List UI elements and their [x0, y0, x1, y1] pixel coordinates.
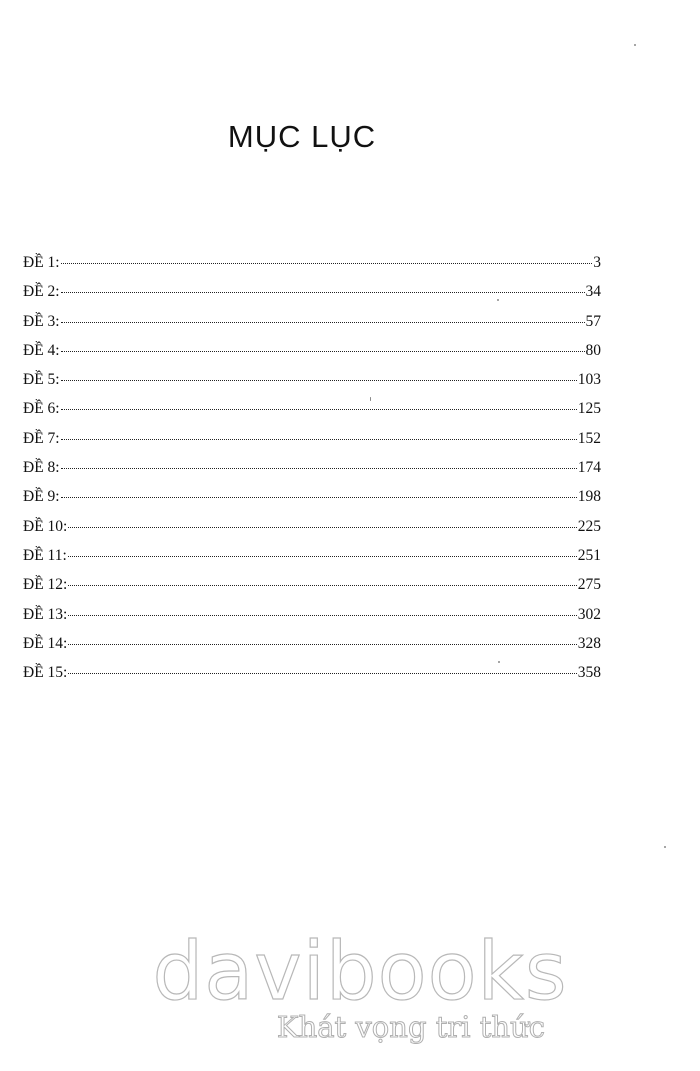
- dot-leader: [61, 365, 577, 382]
- toc-entry-page-number: 251: [577, 546, 601, 564]
- toc-entry-label: ĐỀ 15:: [23, 664, 68, 682]
- toc-entry-page-number: 225: [577, 517, 601, 535]
- dot-leader: [61, 394, 577, 411]
- dot-leader: [68, 628, 576, 645]
- toc-entry[interactable]: [23, 541, 601, 570]
- toc-entry[interactable]: [23, 248, 601, 277]
- toc-entry-label: ĐỀ 7:: [23, 429, 60, 447]
- toc-entry-label: ĐỀ 4:: [23, 341, 60, 359]
- scan-speck: [497, 299, 499, 301]
- toc-entry-page-number: 80: [585, 341, 601, 359]
- toc-entry[interactable]: [23, 277, 601, 306]
- toc-entry-page-number: 275: [577, 576, 601, 594]
- scan-speck: [664, 846, 666, 848]
- toc-entry-label: ĐỀ 5:: [23, 371, 60, 389]
- toc-entry[interactable]: [23, 365, 601, 394]
- page-title: MỤC LỤC: [227, 118, 377, 154]
- toc-entry-page-number: 358: [577, 664, 601, 682]
- toc-entry[interactable]: [23, 600, 601, 629]
- scan-speck: [634, 44, 636, 46]
- dot-leader: [61, 248, 593, 265]
- toc-entry[interactable]: [23, 307, 601, 336]
- toc-entry-label: ĐỀ 9:: [23, 488, 60, 506]
- toc-entry-page-number: 198: [577, 488, 601, 506]
- toc-entry-label: ĐỀ 2:: [23, 283, 60, 301]
- dot-leader: [68, 658, 576, 675]
- toc-entry-label: ĐỀ 11:: [23, 546, 67, 564]
- toc-entry-label: ĐỀ 1:: [23, 254, 60, 271]
- toc-entry[interactable]: [23, 482, 601, 511]
- dot-leader: [68, 540, 577, 557]
- dot-leader: [61, 453, 577, 470]
- toc-entry-page-number: 125: [577, 400, 601, 418]
- toc-entry-label: ĐỀ 6:: [23, 400, 60, 418]
- publisher-watermark: [150, 925, 570, 1044]
- dot-leader: [68, 599, 576, 616]
- toc-entry-label: ĐỀ 10:: [23, 517, 68, 535]
- toc-entry-label: ĐỀ 3:: [23, 312, 60, 330]
- dot-leader: [61, 277, 585, 294]
- toc-entry-label: ĐỀ 14:: [23, 634, 68, 652]
- toc-entry[interactable]: [23, 512, 601, 541]
- toc-entry-label: ĐỀ 12:: [23, 576, 68, 594]
- dot-leader: [68, 570, 576, 587]
- toc-entry-page-number: 103: [577, 371, 601, 389]
- toc-entry-page-number: 328: [577, 634, 601, 652]
- scan-speck: [498, 661, 500, 663]
- dot-leader: [61, 335, 585, 352]
- toc-entry[interactable]: [23, 570, 601, 599]
- watermark-tagline: Khát vọng tri thức: [276, 1010, 545, 1044]
- dot-leader: [61, 482, 577, 499]
- dot-leader: [68, 511, 576, 528]
- toc-entry[interactable]: [23, 424, 601, 453]
- toc-entry[interactable]: [23, 658, 601, 687]
- toc-entry-page-number: 174: [577, 459, 601, 477]
- scan-speck: [370, 397, 371, 401]
- watermark-logo: davibooks: [152, 925, 568, 1018]
- toc-entry[interactable]: [23, 453, 601, 482]
- dot-leader: [61, 306, 585, 323]
- toc-entry-label: ĐỀ 8:: [23, 459, 60, 477]
- toc-entry[interactable]: [23, 394, 601, 423]
- toc-entry-page-number: 152: [577, 429, 601, 447]
- toc-entry-label: ĐỀ 13:: [23, 605, 68, 623]
- toc-entry-page-number: 57: [585, 312, 601, 330]
- toc-entry[interactable]: [23, 629, 601, 658]
- dot-leader: [61, 423, 577, 440]
- toc-entry-page-number: 3: [593, 254, 601, 271]
- table-of-contents: [23, 248, 601, 687]
- toc-entry[interactable]: [23, 336, 601, 365]
- toc-entry-page-number: 302: [577, 605, 601, 623]
- toc-entry-page-number: 34: [585, 283, 601, 301]
